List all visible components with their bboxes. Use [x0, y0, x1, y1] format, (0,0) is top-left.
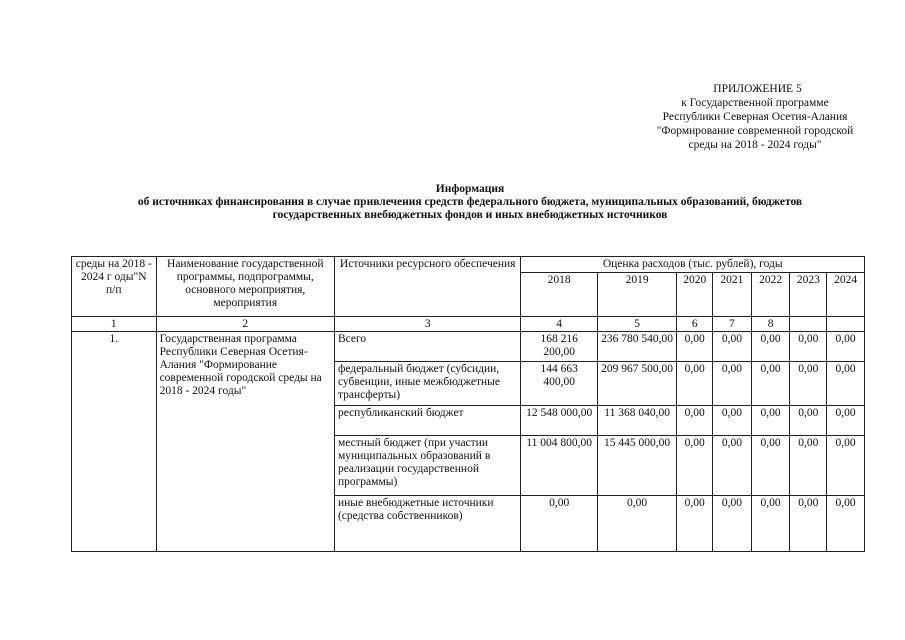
- value-cell: 11 368 040,00: [597, 406, 676, 436]
- header-year: 2018: [521, 273, 597, 317]
- header-year: 2024: [827, 273, 865, 317]
- item-name: Государственная программа Республики Северная Осетия-Алания "Формирование современной городской среды на 2018 - 2024 годы": [156, 332, 334, 552]
- appendix-line: Республики Северная Осетия-Алания: [662, 111, 848, 123]
- source-name: федеральный бюджет (субсидии, субвенции, иные межбюджетные трансферты): [334, 362, 521, 406]
- document-heading: [60, 183, 880, 222]
- column-index: [790, 317, 827, 332]
- value-cell: 0,00: [677, 496, 713, 552]
- column-index: 8: [751, 317, 790, 332]
- value-cell: 0,00: [827, 496, 865, 552]
- column-index: 1: [72, 317, 157, 332]
- source-name: иные внебюджетные источники (средства собственников): [334, 496, 521, 552]
- value-cell: 0,00: [713, 406, 752, 436]
- value-cell: 11 004 800,00: [521, 436, 597, 496]
- appendix-block: [600, 82, 905, 152]
- value-cell: 0,00: [677, 406, 713, 436]
- value-cell: 0,00: [713, 332, 752, 362]
- source-name: местный бюджет (при участии муниципальных образований в реализации государственной программы): [334, 436, 521, 496]
- value-cell: 0,00: [677, 436, 713, 496]
- column-index: 7: [713, 317, 752, 332]
- heading-line: об источниках финансирования в случае привлечения средств федерального бюджета, муниципальных образований, бюджетов: [137, 196, 803, 208]
- value-cell: 12 548 000,00: [521, 406, 597, 436]
- value-cell: 15 445 000,00: [597, 436, 676, 496]
- appendix-line: к Государственной программе: [681, 97, 829, 109]
- financing-table: [71, 256, 865, 552]
- value-cell: 0,00: [790, 332, 827, 362]
- value-cell: 0,00: [751, 436, 790, 496]
- value-cell: 0,00: [751, 362, 790, 406]
- value-cell: 0,00: [713, 496, 752, 552]
- column-index: 4: [521, 317, 597, 332]
- header-expense-group: Оценка расходов (тыс. рублей), годы: [521, 257, 865, 273]
- header-row: [72, 257, 865, 273]
- column-index: 6: [677, 317, 713, 332]
- column-index: 3: [334, 317, 521, 332]
- value-cell: 0,00: [751, 496, 790, 552]
- header-year: 2022: [751, 273, 790, 317]
- column-index: [827, 317, 865, 332]
- appendix-line: "Формирование современной городской: [656, 125, 854, 137]
- value-cell: 0,00: [713, 436, 752, 496]
- value-cell: 0,00: [827, 406, 865, 436]
- value-cell: 0,00: [521, 496, 597, 552]
- value-cell: 0,00: [790, 362, 827, 406]
- value-cell: 209 967 500,00: [597, 362, 676, 406]
- value-cell: 0,00: [790, 496, 827, 552]
- value-cell: 0,00: [827, 362, 865, 406]
- heading-title: Информация: [435, 183, 505, 195]
- header-year: 2021: [713, 273, 752, 317]
- appendix-title: ПРИЛОЖЕНИЕ 5: [713, 83, 802, 95]
- value-cell: 0,00: [751, 332, 790, 362]
- value-cell: 0,00: [597, 496, 676, 552]
- column-index: 2: [156, 317, 334, 332]
- value-cell: 0,00: [790, 436, 827, 496]
- value-cell: 0,00: [827, 332, 865, 362]
- value-cell: 236 780 540,00: [597, 332, 676, 362]
- source-name: республиканский бюджет: [334, 406, 521, 436]
- heading-line: государственных внебюджетных фондов и иных внебюджетных источников: [272, 209, 668, 221]
- item-number: 1.: [72, 332, 157, 552]
- value-cell: 0,00: [751, 406, 790, 436]
- value-cell: 0,00: [677, 332, 713, 362]
- header-number: среды на 2018 - 2024 г оды"N п/п: [72, 257, 157, 317]
- value-cell: 0,00: [827, 436, 865, 496]
- value-cell: 0,00: [713, 362, 752, 406]
- column-index-row: [72, 317, 865, 332]
- value-cell: 168 216 200,00: [521, 332, 597, 362]
- column-index: 5: [597, 317, 676, 332]
- value-cell: 0,00: [790, 406, 827, 436]
- value-cell: 0,00: [677, 362, 713, 406]
- header-year: 2020: [677, 273, 713, 317]
- header-name: Наименование государственной программы, подпрограммы, основного мероприятия, мероприятия: [156, 257, 334, 317]
- source-name: Всего: [334, 332, 521, 362]
- header-sources: Источники ресурсного обеспечения: [334, 257, 521, 317]
- value-cell: 144 663 400,00: [521, 362, 597, 406]
- header-year: 2019: [597, 273, 676, 317]
- table-row: [72, 332, 865, 362]
- appendix-line: среды на 2018 - 2024 годы": [688, 139, 822, 151]
- header-year: 2023: [790, 273, 827, 317]
